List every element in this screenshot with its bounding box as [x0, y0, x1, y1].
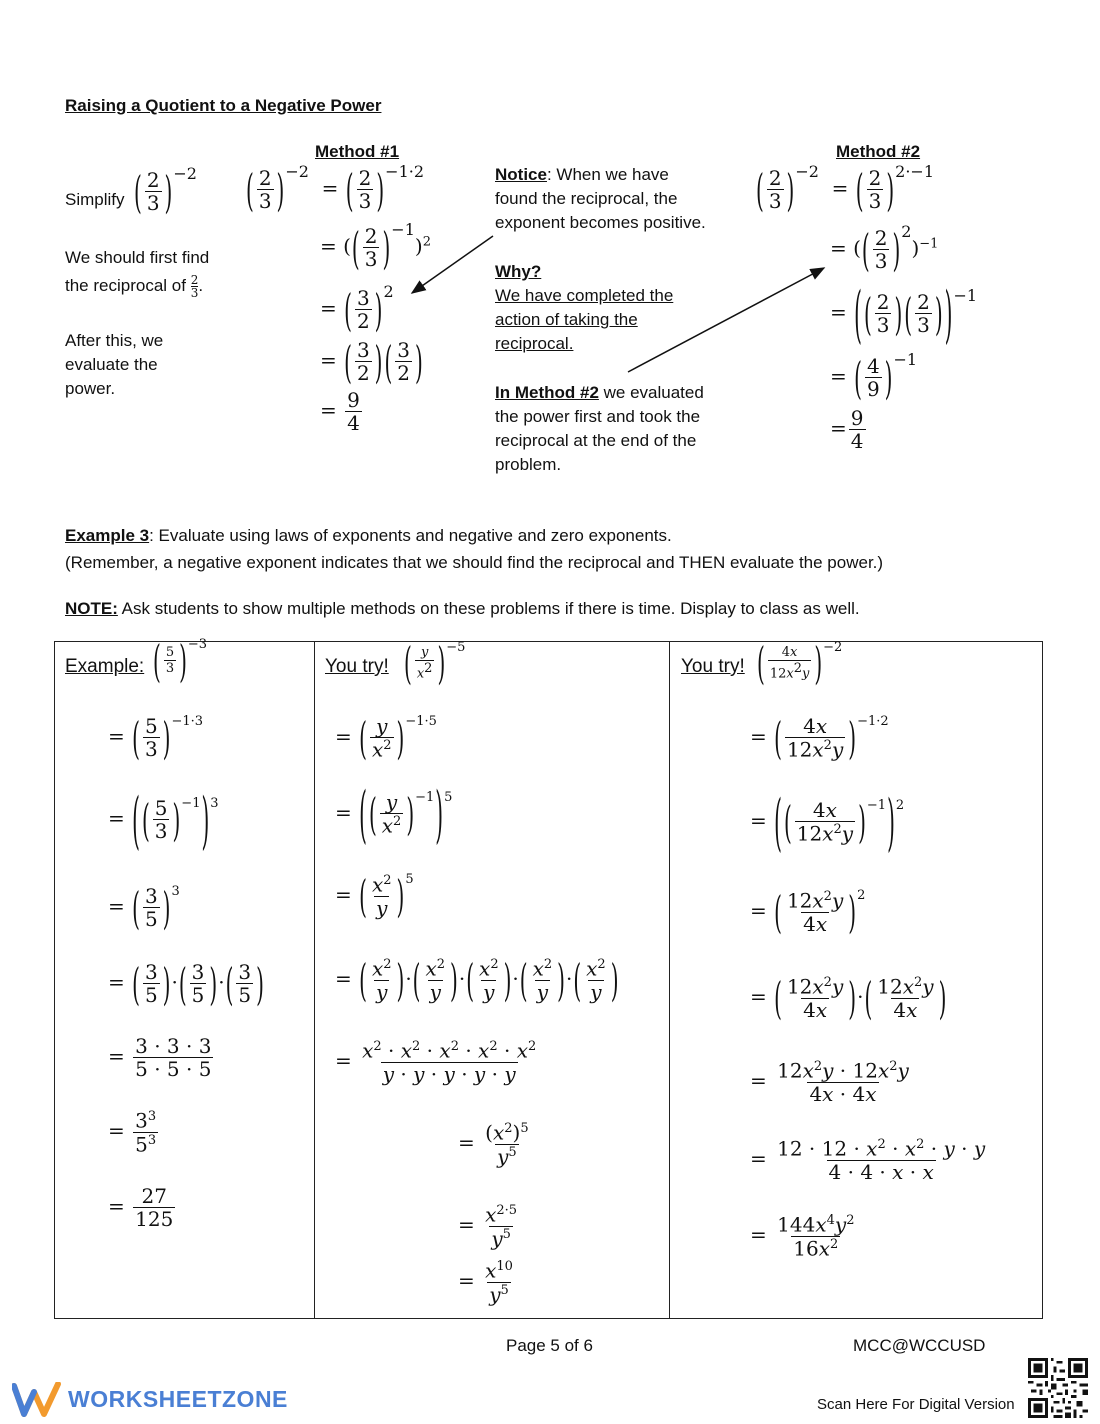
col2-step4: = ( $\frac{x^2}{y}$ )·( $\frac{x^2}{y}$ )·( $\frac{x^2}{y}$ )·( $\frac{x^2}{y}$ )·( $\frac{x^2}{y}$ ): [335, 953, 619, 1007]
col3-step7: = $\frac{144x^4y^2}{16x^2}$: [750, 1212, 855, 1261]
left-note-line4: evaluate the: [65, 355, 158, 374]
notice-line2: found the reciprocal, the: [495, 189, 678, 208]
why-line2: action of taking the: [495, 310, 638, 329]
notice-line3: exponent becomes positive.: [495, 213, 706, 232]
method1-step3: = ( $\frac{3}{2}$ )$^2$: [320, 282, 394, 336]
page-number: Page 5 of 6: [506, 1336, 593, 1355]
method1-label: Method #1: [315, 142, 400, 161]
example3-line: Example 3: Evaluate using laws of exponents and negative and zero exponents.: [65, 526, 672, 545]
col1-step2: = ( ( $\frac{5}{3}$ )$^{-1}$)$^3$: [108, 782, 219, 857]
method2-step4: = ( $\frac{4}{9}$ )$^{-1}$: [830, 350, 918, 404]
left-note-line2: the reciprocal of $\frac{2}{3}$ .: [65, 273, 204, 301]
method1-step5: = $\frac{9}{4}$: [320, 388, 360, 435]
col2-step2: = ( ( $\frac{y}{x^2}$ )$^{-1}$)$^5$: [335, 776, 453, 852]
col1-problem: ( $\frac{5}{3}$ )$^{-3}$: [153, 634, 208, 687]
col3-step6: = $\frac{12 \cdot 12 \cdot x^2 \cdot x^2 \cdot y \cdot y}{4 \cdot 4 \cdot x \cdot x}$: [750, 1136, 986, 1184]
method2-note-line1: In Method #2 we evaluated: [495, 383, 704, 402]
col1-header: Example:: [65, 656, 145, 677]
method1-step4: = ( $\frac{3}{2}$ ) ( $\frac{3}{2}$ ): [320, 335, 423, 388]
brand-name: WORKSHEETZONE: [68, 1386, 288, 1412]
col3-step5: = $\frac{12x^2y \cdot 12x^2y}{4x \cdot 4x}$: [750, 1058, 909, 1106]
left-note-line3: After this, we: [65, 331, 164, 350]
method1-step1: ( $\frac{2}{3}$ )$^{-2}$ = ( $\frac{2}{3}$ )$^{-1\cdot 2}$: [246, 162, 425, 216]
col1-step1: = ( $\frac{5}{3}$ )$^{-1\cdot 3}$: [108, 711, 204, 764]
notice-line1: Notice: When we have: [495, 165, 669, 184]
col1-step6: = $\frac{3^3}{5^3}$: [108, 1108, 157, 1157]
col2-step1: = ( $\frac{y}{x^2}$ )$^{-1\cdot 5}$: [335, 711, 437, 765]
method2-note-line3: reciprocal at the end of the: [495, 431, 697, 450]
method2-label: Method #2: [836, 142, 921, 161]
section-title: Raising a Quotient to a Negative Power: [65, 96, 382, 115]
col2-step5: = $\frac{x^2 \cdot x^2 \cdot x^2 \cdot x^2 \cdot x^2}{y \cdot y \cdot y \cdot y \cdot y}$: [335, 1038, 537, 1086]
org-label: MCC@WCCUSD: [853, 1336, 986, 1355]
col2-step7: = $\frac{x^{2\cdot 5}}{y^5}$: [458, 1202, 518, 1251]
simplify-expression: ( $\frac{2}{3}$ )$^{-2}$: [134, 164, 197, 218]
col1-step7: = $\frac{27}{125}$: [108, 1184, 174, 1231]
col2-step6: = $\frac{(x^2)^5}{y^5}$: [458, 1120, 529, 1169]
method1-step2: = (( $\frac{2}{3}$ )$^{-1}$)$^2$: [320, 220, 431, 274]
arrow-method2: [628, 268, 824, 372]
col3-step2: = ( ( $\frac{4x}{12x^2y}$ )$^{-1}$)$^2$: [750, 784, 905, 860]
method2-step1: ( $\frac{2}{3}$ )$^{-2}$ = ( $\frac{2}{3}$ )$^{2\cdot-1}$: [756, 162, 935, 216]
left-note-line1: We should first find: [65, 248, 210, 267]
col2-step3: = ( $\frac{x^2}{y}$ )$^5$: [335, 869, 414, 923]
worksheetzone-logo-icon: [12, 1382, 62, 1418]
col3-step4: = ( $\frac{12x^2y}{4x}$ )·( $\frac{12x^2y}{4x}$ ): [750, 971, 947, 1025]
method2-note-line4: problem.: [495, 455, 562, 474]
col2-header: You try!: [325, 656, 389, 677]
col3-header: You try!: [681, 656, 745, 677]
col3-step3: = ( $\frac{12x^2y}{4x}$ )$^2$: [750, 885, 866, 939]
col3-problem: ( $\frac{4x}{12x^2y}$ )$^{-2}$: [757, 636, 843, 690]
col1-step5: = $\frac{3 \cdot 3 \cdot 3}{5 \cdot 5 \cdot 5}$: [108, 1034, 212, 1081]
left-note-line5: power.: [65, 379, 116, 398]
col1-step4: = ( $\frac{3}{5}$ )·( $\frac{3}{5}$ )·( $\frac{3}{5}$ ): [108, 957, 264, 1010]
col1-step3: = ( $\frac{3}{5}$ )$^3$: [108, 881, 180, 934]
col3-step1: = ( $\frac{4x}{12x^2y}$ )$^{-1\cdot 2}$: [750, 711, 889, 765]
method2-step5: = $\frac{9}{4}$: [830, 406, 864, 453]
qr-code-icon[interactable]: [1028, 1358, 1088, 1418]
example3-remember: (Remember, a negative exponent indicates that we should find the reciprocal and THEN evaluate the power.): [65, 553, 884, 572]
why-line1: We have completed the: [495, 286, 674, 305]
scan-label: Scan Here For Digital Version: [817, 1396, 1015, 1413]
method2-step3: = ( ( $\frac{2}{3}$ ) ( $\frac{2}{3}$ ) )$^{-1}$: [830, 276, 978, 351]
note-line: NOTE: Ask students to show multiple methods on these problems if there is time. Display to class as well.: [65, 599, 860, 618]
why-line3: reciprocal.: [495, 334, 574, 353]
col2-problem: ( $\frac{y}{x^2}$ )$^{-5}$: [404, 636, 466, 690]
method2-step2: = (( $\frac{2}{3}$ )$^2$)$^{-1}$: [830, 222, 939, 276]
col2-step8: = $\frac{x^{10}}{y^5}$: [458, 1258, 513, 1307]
arrow-notice: [412, 236, 493, 293]
why-head: Why?: [495, 262, 542, 281]
method2-note-line2: the power first and took the: [495, 407, 701, 426]
simplify-label: Simplify: [65, 190, 125, 209]
